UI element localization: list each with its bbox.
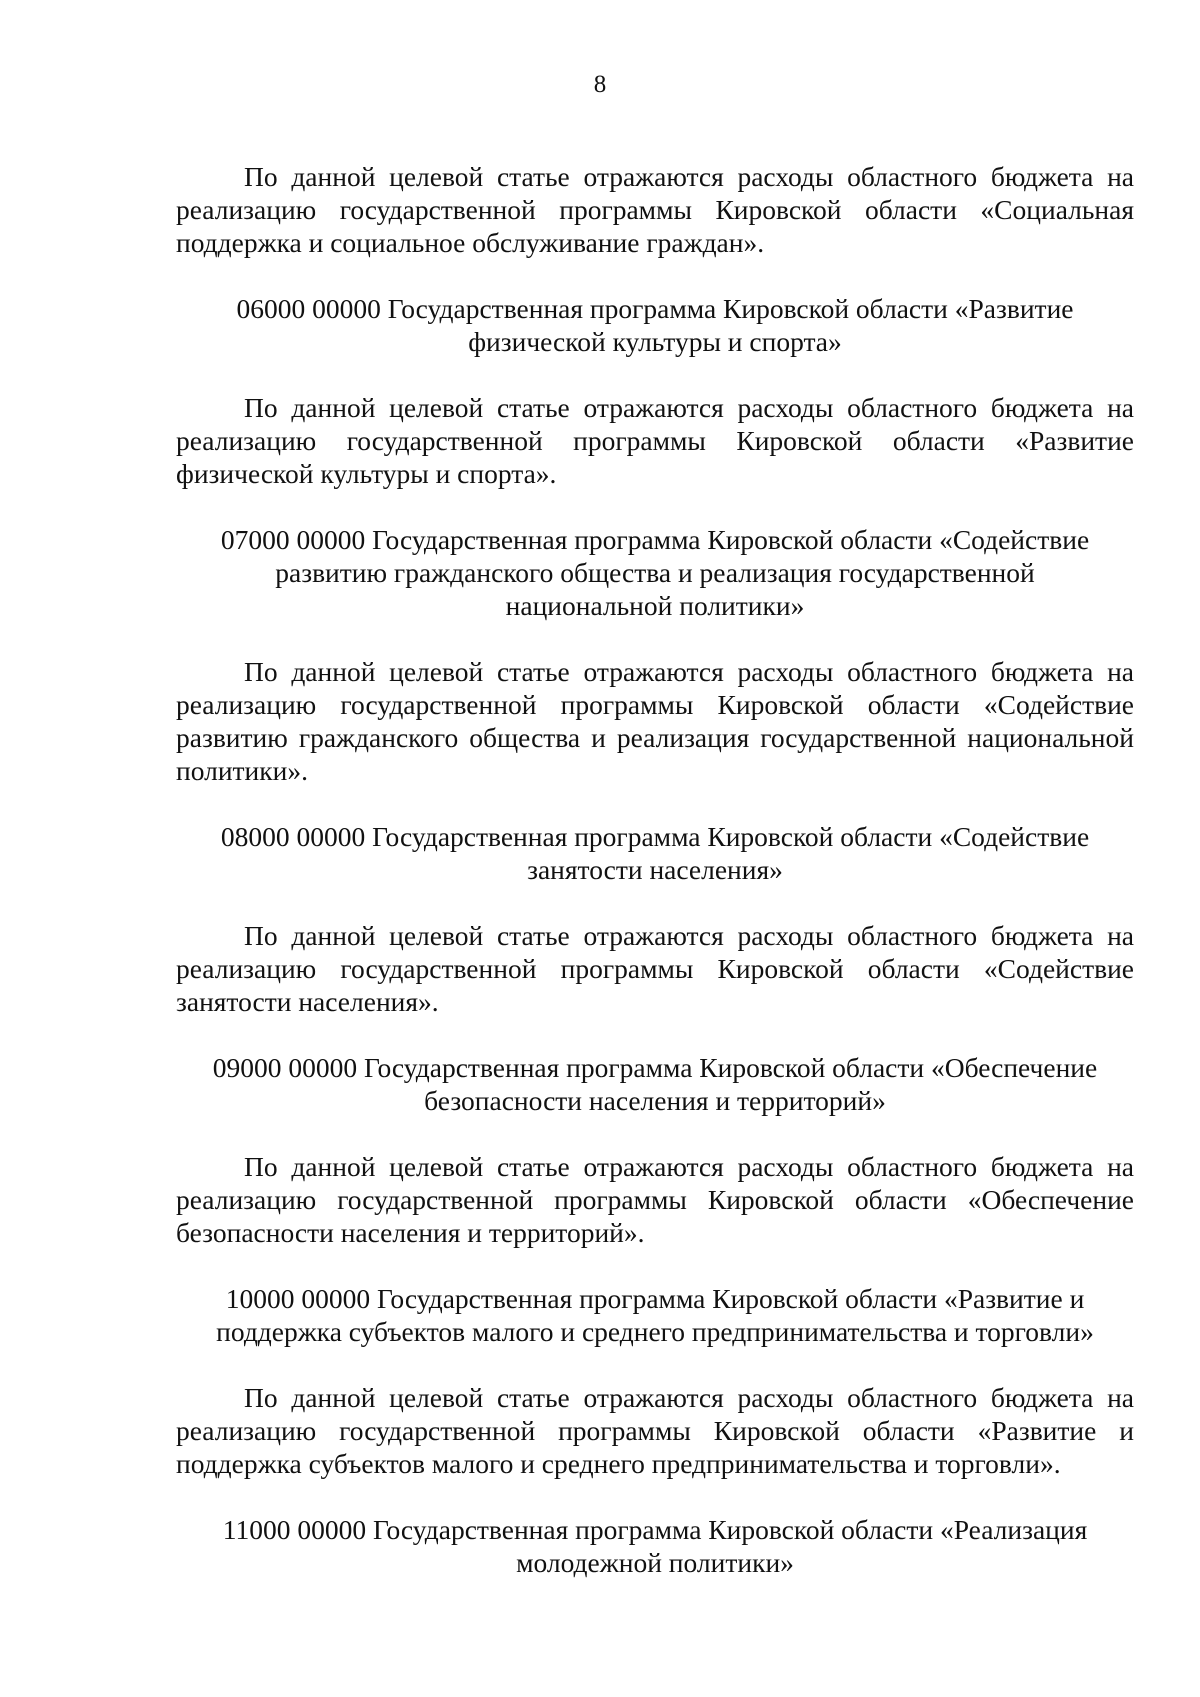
heading-10000: 10000 00000 Государственная программа Кировской области «Развитие и поддержка субъектов малого и среднего предпринимательства и торговли» bbox=[216, 1283, 1094, 1347]
paragraph-social-support: По данной целевой статье отражаются расходы областного бюджета на реализацию государственной программы Кировской области «Социальная поддержка и социальное обслуживание граждан». bbox=[176, 161, 1134, 258]
spacer bbox=[176, 490, 1134, 523]
spacer bbox=[176, 259, 1134, 292]
heading-09000: 09000 00000 Государственная программа Кировской области «Обеспечение безопасности населения и территорий» bbox=[212, 1052, 1098, 1116]
document-body bbox=[176, 160, 1134, 1579]
spacer bbox=[176, 1117, 1134, 1150]
spacer bbox=[176, 1249, 1134, 1282]
paragraph-10000: По данной целевой статье отражаются расходы областного бюджета на реализацию государственной программы Кировской области «Развитие и поддержка субъектов малого и среднего предпринимательства и торговли». bbox=[176, 1382, 1134, 1479]
heading-11000: 11000 00000 Государственная программа Кировской области «Реализация молодежной политики» bbox=[222, 1514, 1088, 1578]
spacer bbox=[176, 622, 1134, 655]
spacer bbox=[176, 787, 1134, 820]
spacer bbox=[176, 1348, 1134, 1381]
heading-07000: 07000 00000 Государственная программа Кировской области «Содействие развитию гражданского общества и реализация государственной национальной политики» bbox=[220, 524, 1090, 621]
spacer bbox=[176, 358, 1134, 391]
spacer bbox=[176, 886, 1134, 919]
paragraph-07000: По данной целевой статье отражаются расходы областного бюджета на реализацию государственной программы Кировской области «Содействие развитию гражданского общества и реализация государственной национальной политики». bbox=[176, 656, 1134, 786]
heading-06000: 06000 00000 Государственная программа Кировской области «Развитие физической культуры и спорта» bbox=[236, 293, 1074, 357]
spacer bbox=[176, 1480, 1134, 1513]
spacer bbox=[176, 1018, 1134, 1051]
page-number: 8 bbox=[593, 71, 607, 98]
paragraph-08000: По данной целевой статье отражаются расходы областного бюджета на реализацию государственной программы Кировской области «Содействие занятости населения». bbox=[176, 920, 1134, 1017]
paragraph-06000: По данной целевой статье отражаются расходы областного бюджета на реализацию государственной программы Кировской области «Развитие физической культуры и спорта». bbox=[176, 392, 1134, 489]
paragraph-09000: По данной целевой статье отражаются расходы областного бюджета на реализацию государственной программы Кировской области «Обеспечение безопасности населения и территорий». bbox=[176, 1151, 1134, 1248]
heading-08000: 08000 00000 Государственная программа Кировской области «Содействие занятости населения» bbox=[220, 821, 1090, 885]
